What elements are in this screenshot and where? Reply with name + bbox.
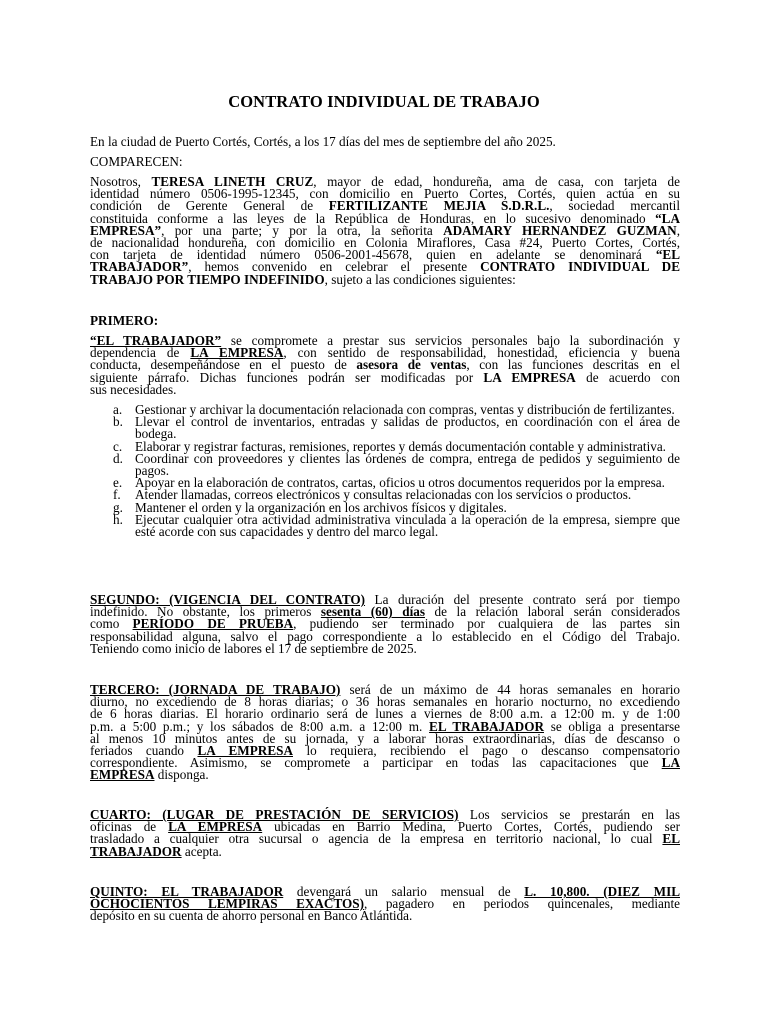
tercero-paragraph: TERCERO: (JORNADA DE TRABAJO) será de un máximo de 44 horas semanales en horario diurno, no excediendo de 8 horas diarias; o 36 horas semanales en horario nocturno, no excediendo de 6 horas diarias. El horario ordinario será de lunes a viernes de 8:00 a.m. a 12:00 m. y de 1:00 p.m. a 5:00 p.m.; y los sábados de 8:00 a.m. a 12:00 m. EL TRABAJADOR se obliga a presentarse al menos 10 minutos antes de su jornada, y a laborar horas extraordinarias, días de descanso o feriados cuando LA EMPRESA lo requiera, recibiendo el pago o descanso compensatorio correspondiente. Asimismo, se compromete a participar en todas las capacitaciones que LA EMPRESA disponga.: [90, 682, 680, 783]
segundo-paragraph: SEGUNDO: (VIGENCIA DEL CONTRATO) La duración del presente contrato será por tiempo indefinido. No obstante, los primeros sesenta (60) días de la relación laboral serán considerados como PERÍODO DE PRUEBA, pudiendo ser terminado por cualquiera de las partes sin responsabilidad alguna, salvo el pago correspondiente a lo establecido en el Código del Trabajo. Teniendo como inicio de labores el 17 de septiembre de 2025.: [90, 592, 680, 656]
list-item: h. Ejecutar cualquier otra actividad administrativa vinculada a la operación de la empresa, siempre que esté acorde con sus capacidades y dentro del marco legal.: [113, 511, 680, 540]
list-item: a. Gestionar y archivar la documentación relacionada con compras, ventas y distribución de fertilizantes.: [113, 402, 675, 417]
tercero-heading: TERCERO: (JORNADA DE TRABAJO): [90, 682, 341, 697]
list-item: f. Atender llamadas, correos electrónicos y consultas relacionadas con los servicios o productos.: [113, 487, 632, 503]
cuarto-heading: CUARTO: (LUGAR DE PRESTACIÓN DE SERVICIOS): [90, 807, 459, 822]
cuarto-paragraph: CUARTO: (LUGAR DE PRESTACIÓN DE SERVICIOS) Los servicios se prestarán en las oficinas de LA EMPRESA ubicadas en Barrio Medina, Puerto Cortes, Cortés, pudiendo ser trasladado a cualquier otra sucursal o agencia de la empresa en territorio nacional, lo cual EL TRABAJADOR acepta.: [90, 807, 680, 859]
functions-list: [113, 404, 680, 538]
intro-paragraph: En la ciudad de Puerto Cortés, Cortés, a los 17 días del mes de septiembre del año 2025.: [90, 134, 556, 149]
quinto-heading: QUINTO: EL TRABAJADOR: [90, 884, 284, 899]
segundo-heading: SEGUNDO: (VIGENCIA DEL CONTRATO): [90, 592, 366, 607]
employer-rep-name: TERESA LINETH CRUZ: [151, 174, 314, 189]
list-item: g. Mantener el orden y la organización en los archivos físicos y digitales.: [113, 499, 507, 515]
list-item: d. Coordinar con proveedores y clientes las órdenes de compra, entrega de pedidos y seguimiento de pagos.: [113, 450, 680, 479]
comparecen-label: COMPARECEN:: [90, 154, 183, 169]
primero-heading: PRIMERO:: [90, 313, 159, 328]
list-item: e. Apoyar en la elaboración de contratos, cartas, oficios u otros documentos requeridos por la empresa.: [113, 475, 665, 491]
list-item: c. Elaborar y registrar facturas, remisiones, reportes y demás documentación contable y administrativa.: [113, 438, 666, 454]
list-item: b. Llevar el control de inventarios, entradas y salidas de productos, en coordinación con el área de bodega.: [113, 414, 680, 442]
company-name: FERTILIZANTE MEJIA S.D.R.L.: [328, 198, 550, 214]
employee-name: ADAMARY HERNANDEZ GUZMAN: [443, 222, 677, 238]
document-title: CONTRATO INDIVIDUAL DE TRABAJO: [228, 92, 540, 111]
quinto-paragraph: QUINTO: EL TRABAJADOR devengará un salario mensual de L. 10,800. (DIEZ MIL OCHOCIENTOS LEMPIRAS EXACTOS), pagadero en periodos quincenales, mediante depósito en su cuenta de ahorro personal en Banco Atlántida.: [90, 884, 680, 924]
primero-paragraph: “EL TRABAJADOR” se compromete a prestar sus servicios personales bajo la subordinación y dependencia de LA EMPRESA, con sentido de responsabilidad, honestidad, eficiencia y buena conducta, desempeñándose en el puesto de asesora de ventas, con las funciones descritas en el siguiente párrafo. Dichas funciones podrán ser modificadas por LA EMPRESA de acuerdo con sus necesidades.: [90, 333, 681, 397]
salary-amount: L. 10,800. (DIEZ MIL: [524, 884, 680, 899]
parties-paragraph: Nosotros, TERESA LINETH CRUZ, mayor de edad, hondureña, ama de casa, con tarjeta de identidad número 0506-1995-12345, con domicilio en Puerto Cortes, Cortés, quien actúa en su condición de Gerente General de FERTILIZANTE MEJIA S.D.R.L., sociedad mercantil constituida conforme a las leyes de la República de Honduras, en lo sucesivo denominado “LA EMPRESA”, por una parte; y por la otra, la señorita ADAMARY HERNANDEZ GUZMAN, de nacionalidad hondureña, con domicilio en Colonia Miraflores, Casa #24, Puerto Cortes, Cortés, con tarjeta de identidad número 0506-2001-45678, quien en adelante se denominará “EL TRABAJADOR”, hemos convenido en celebrar el presente CONTRATO INDIVIDUAL DE TRABAJO POR TIEMPO INDEFINIDO, sujeto a las condiciones siguientes:: [90, 174, 680, 287]
job-title: asesora de ventas: [356, 357, 467, 373]
